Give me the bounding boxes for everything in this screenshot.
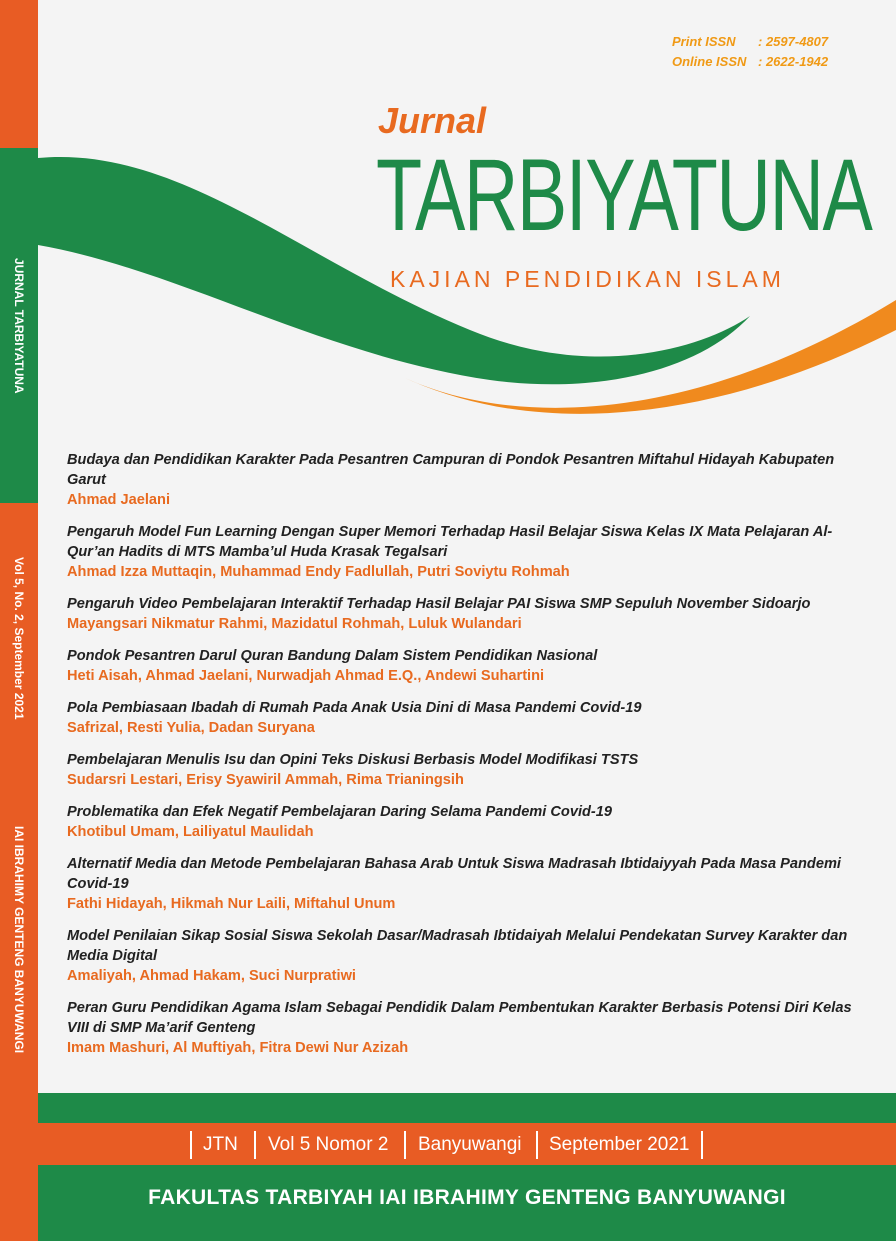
online-issn-value: : 2622-1942	[758, 54, 829, 69]
online-issn-label: Online ISSN	[672, 54, 747, 69]
article-item	[67, 698, 877, 738]
footer-code: JTN	[203, 1134, 238, 1155]
footer-divider	[701, 1131, 703, 1159]
article-title: Model Penilaian Sikap Sosial Siswa Sekolah Dasar/Madrasah Ibtidaiyah Melalui Pendekatan Survey Karakter dan Media Digital	[67, 928, 848, 964]
footer-faculty: FAKULTAS TARBIYAH IAI IBRAHIMY GENTENG BANYUWANGI	[148, 1186, 786, 1209]
article-item	[67, 998, 877, 1058]
article-item	[67, 750, 877, 790]
article-item	[67, 450, 877, 510]
article-list	[67, 450, 877, 1070]
article-title: Pengaruh Video Pembelajaran Interaktif Terhadap Hasil Belajar PAI Siswa SMP Sepuluh November Sidoarjo	[67, 596, 811, 612]
article-authors: Sudarsri Lestari, Erisy Syawiril Ammah, Rima Trianingsih	[67, 772, 464, 788]
spine-journal-name: JURNAL TARBIYATUNA	[12, 258, 26, 394]
article-authors: Heti Aisah, Ahmad Jaelani, Nurwadjah Ahmad E.Q., Andewi Suhartini	[67, 668, 545, 684]
print-issn-value: : 2597-4807	[758, 34, 829, 49]
article-title: Budaya dan Pendidikan Karakter Pada Pesantren Campuran di Pondok Pesantren Miftahul Hidayah Kabupaten Garut	[67, 452, 835, 488]
footer-divider	[536, 1131, 538, 1159]
article-item	[67, 854, 877, 914]
article-authors: Fathi Hidayah, Hikmah Nur Laili, Miftahul Unum	[67, 896, 396, 912]
article-item	[67, 594, 877, 634]
article-authors: Ahmad Jaelani	[67, 492, 171, 508]
footer-date: September 2021	[549, 1134, 690, 1155]
article-item	[67, 522, 877, 582]
article-authors: Mayangsari Nikmatur Rahmi, Mazidatul Rohmah, Luluk Wulandari	[67, 616, 522, 632]
article-title: Alternatif Media dan Metode Pembelajaran Bahasa Arab Untuk Siswa Madrasah Ibtidaiyyah Pada Masa Pandemi Covid-19	[67, 856, 841, 892]
article-title: Pembelajaran Menulis Isu dan Opini Teks Diskusi Berbasis Model Modifikasi TSTS	[67, 752, 639, 768]
article-title: Pola Pembiasaan Ibadah di Rumah Pada Anak Usia Dini di Masa Pandemi Covid-19	[67, 700, 642, 716]
footer-issue: Vol 5 Nomor 2	[268, 1134, 389, 1155]
footer-city: Banyuwangi	[418, 1134, 522, 1155]
spine-institution: IAI IBRAHIMY GENTENG BANYUWANGI	[12, 826, 26, 1054]
article-authors: Ahmad Izza Muttaqin, Muhammad Endy Fadlullah, Putri Soviytu Rohmah	[67, 564, 570, 580]
article-title: Pengaruh Model Fun Learning Dengan Super Memori Terhadap Hasil Belajar Siswa Kelas IX Mata Pelajaran Al-Qur’an Hadits di MTS Mamba’ul Huda Krasak Tegalsari	[67, 524, 833, 560]
article-title: Peran Guru Pendidikan Agama Islam Sebagai Pendidik Dalam Pembentukan Karakter Berbasis Potensi Diri Kelas VIII di SMP Ma’arif Genteng	[67, 1000, 852, 1036]
article-authors: Khotibul Umam, Lailiyatul Maulidah	[67, 824, 314, 840]
issn-block	[672, 32, 828, 72]
spine-volume: Vol 5, No. 2, September 2021	[12, 557, 26, 720]
article-authors: Amaliyah, Ahmad Hakam, Suci Nurpratiwi	[67, 968, 356, 984]
footer-divider	[404, 1131, 406, 1159]
masthead-title: TARBIYATUNA	[376, 138, 872, 252]
footer-green-band	[38, 1093, 896, 1123]
footer-divider	[190, 1131, 192, 1159]
article-authors: Safrizal, Resti Yulia, Dadan Suryana	[67, 720, 315, 736]
print-issn-label: Print ISSN	[672, 34, 736, 49]
article-item	[67, 802, 877, 842]
masthead-jurnal: Jurnal	[378, 100, 487, 141]
article-item	[67, 646, 877, 686]
article-authors: Imam Mashuri, Al Muftiyah, Fitra Dewi Nur Azizah	[67, 1040, 409, 1056]
masthead-subtitle: KAJIAN PENDIDIKAN ISLAM	[390, 266, 785, 292]
article-title: Pondok Pesantren Darul Quran Bandung Dalam Sistem Pendidikan Nasional	[67, 648, 598, 664]
article-item	[67, 926, 877, 986]
footer-divider	[254, 1131, 256, 1159]
article-title: Problematika dan Efek Negatif Pembelajaran Daring Selama Pandemi Covid-19	[67, 804, 613, 820]
